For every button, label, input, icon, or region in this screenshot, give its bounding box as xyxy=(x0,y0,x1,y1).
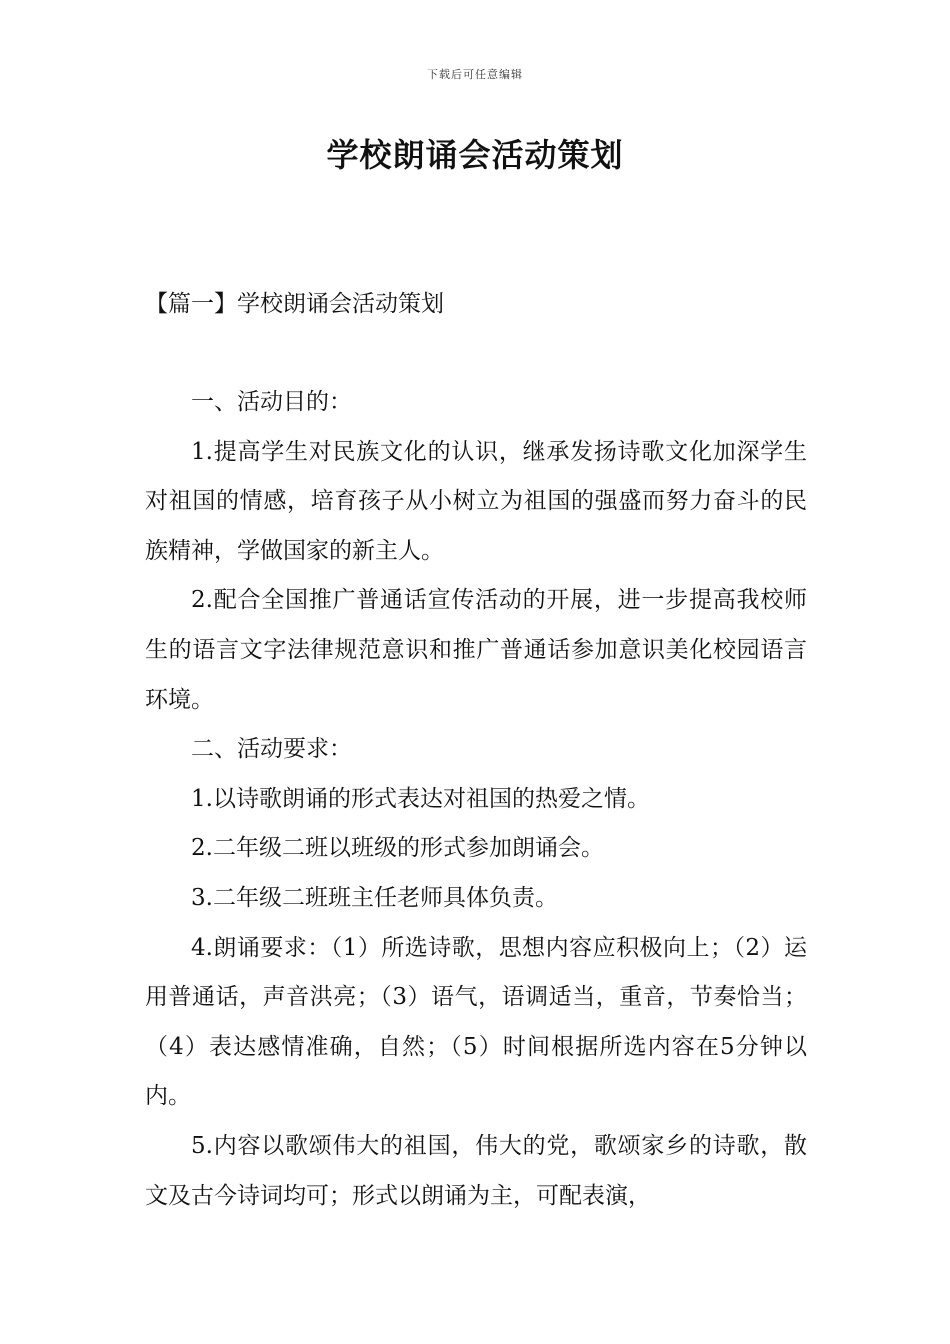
paragraph: 1.以诗歌朗诵的形式表达对祖国的热爱之情。 xyxy=(191,785,650,812)
paragraph: 二、活动要求： xyxy=(191,736,352,763)
paragraph: 5.内容以歌颂伟大的祖国，伟大的党，歌颂家乡的诗歌，散文及古今诗词均可；形式以朗诵为主，可配表演， xyxy=(145,1132,807,1209)
paragraph: 2.配合全国推广普通话宣传活动的开展，进一步提高我校师生的语言文字法律规范意识和推广普通话参加意识美化校园语言环境。 xyxy=(145,587,807,713)
paragraph: 4.朗诵要求：（1）所选诗歌，思想内容应积极向上；（2）运用普通话，声音洪亮；（3）语气，语调适当，重音，节奏恰当；（4）表达感情准确，自然；（5）时间根据所选内容在5分钟以内。 xyxy=(145,934,807,1110)
header-note: 下载后可任意编辑 xyxy=(427,68,523,81)
paragraph: 一、活动目的： xyxy=(191,389,352,415)
document-title: 学校朗诵会活动策划 xyxy=(326,136,624,174)
paragraph: 2.二年级二班以班级的形式参加朗诵会。 xyxy=(191,835,604,862)
paragraph: 1.提高学生对民族文化的认识，继承发扬诗歌文化加深学生对祖国的情感，培育孩子从小树立为祖国的强盛而努力奋斗的民族精神，学做国家的新主人。 xyxy=(145,438,807,564)
body-text xyxy=(145,378,807,1221)
paragraph: 3.二年级二班班主任老师具体负责。 xyxy=(191,884,558,911)
section-heading: 【篇一】学校朗诵会活动策划 xyxy=(145,291,444,317)
